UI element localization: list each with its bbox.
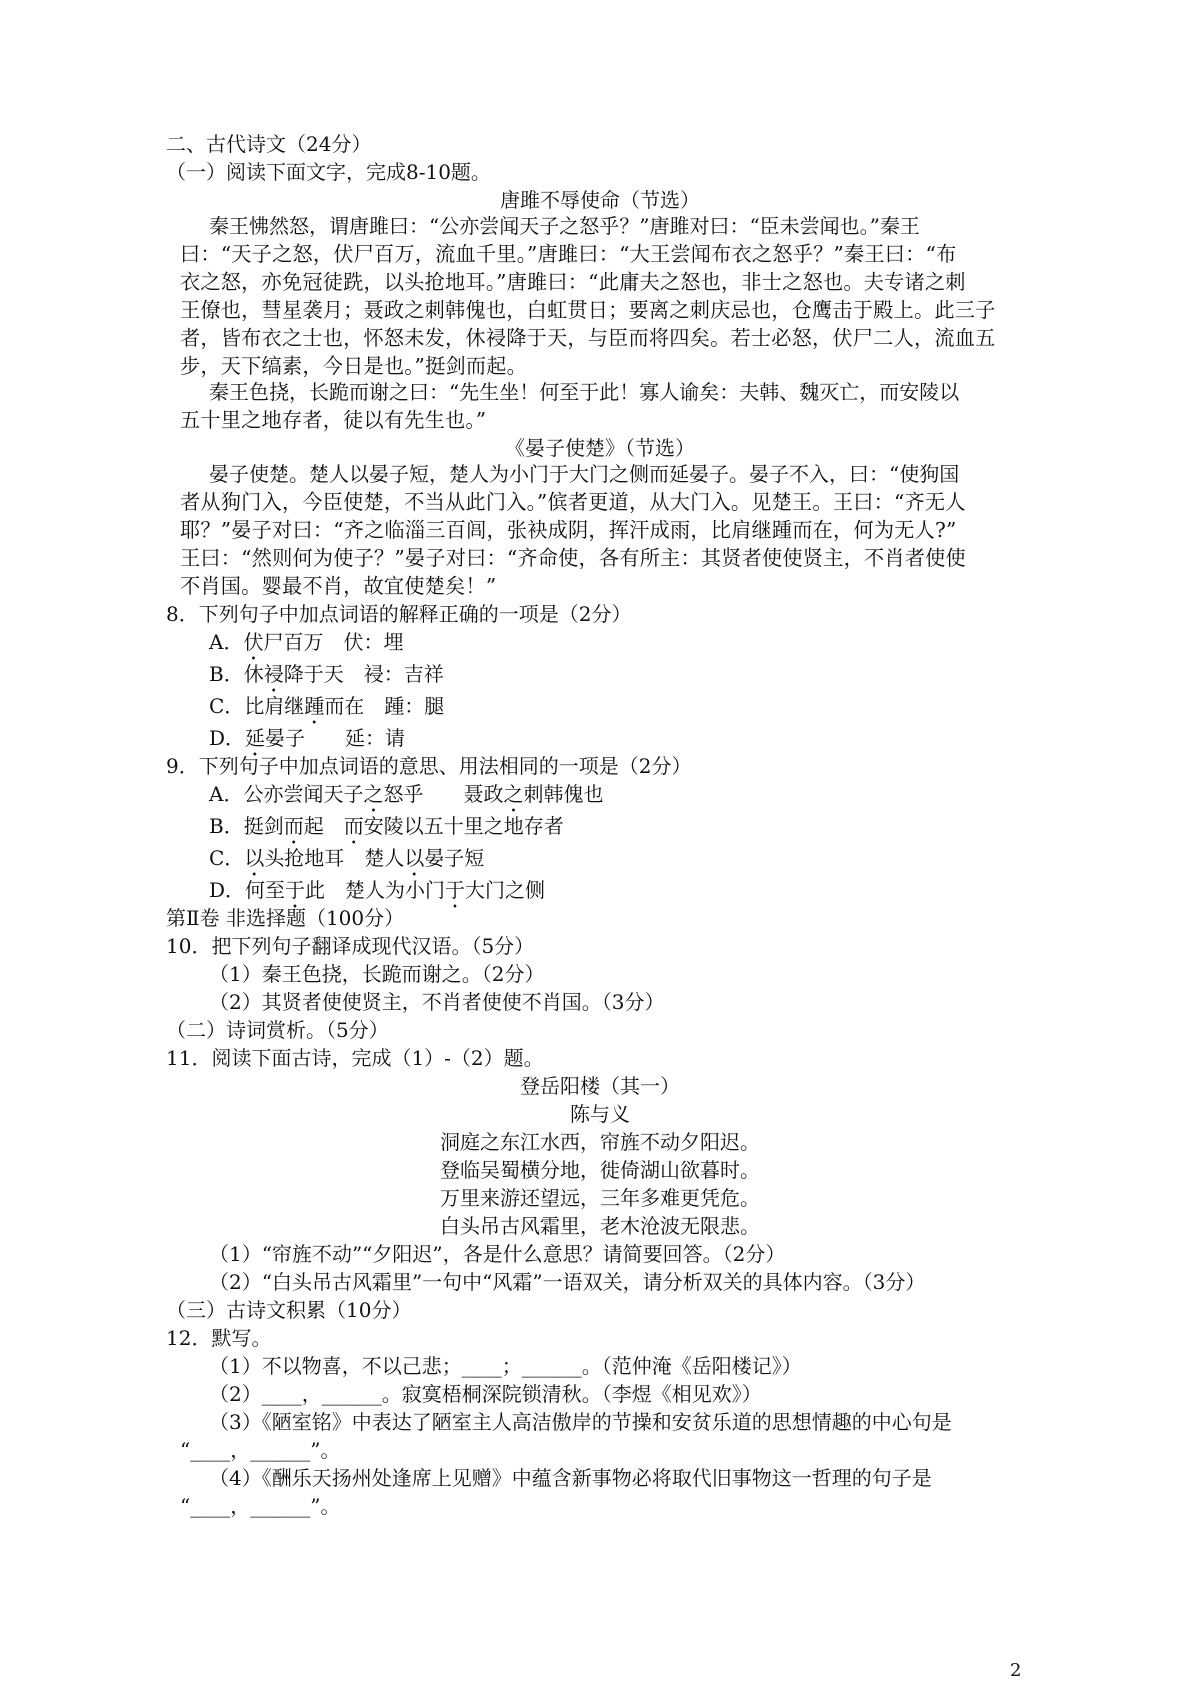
dotted-word: 于 [285, 878, 306, 902]
q10-stem: 10．把下列句子翻译成现代汉语。（5分） [166, 934, 535, 958]
dotted-word: 于 [445, 878, 466, 902]
volume2-heading: 第Ⅱ卷 非选择题（100分） [166, 906, 405, 930]
q12-stem: 12．默写。 [166, 1326, 272, 1350]
q12-item-continued: “____，______”。 [180, 1438, 341, 1462]
poem-line: 洞庭之东江水西，帘旌不动夕阳迟。 [440, 1130, 760, 1154]
text2-line: 晏子使楚。楚人以晏子短，楚人为小门于大门之侧而延晏子。晏子不入，曰：“使狗国 [209, 462, 960, 486]
dotted-word: 祲 [263, 662, 284, 686]
dotted-word: 以 [244, 846, 265, 870]
part2-title: （二）诗词赏析。（5分） [166, 1018, 389, 1042]
text1-line: 王僚也，彗星袭月；聂政之刺韩傀也，白虹贯日；要离之刺庆忌也，仓鹰击于殿上。此三子 [180, 298, 996, 322]
dotted-word: 延 [245, 726, 266, 750]
q8-stem: 8．下列句子中加点词语的解释正确的一项是（2分） [166, 602, 632, 626]
text2-line: 不肖国。婴最不肖，故宜使楚矣！” [180, 574, 497, 598]
text1-line: 步，天下缟素，今日是也。”挺剑而起。 [180, 354, 528, 378]
dotted-word: 而 [283, 814, 304, 838]
text2-title: 《晏子使楚》（节选） [505, 436, 695, 460]
q10-item: （2）其贤者使使贤主，不肖者使使不肖国。（3分） [209, 990, 665, 1014]
poem-line: 万里来游还望远，三年多难更凭危。 [440, 1186, 760, 1210]
q9-option-d: D．何至于此 楚人为小门于大门之侧 [209, 878, 546, 902]
dotted-word: 踵 [304, 694, 325, 718]
dotted-word: 之 [503, 782, 524, 806]
q8-option-a: A．伏尸百万 伏：埋 [209, 630, 404, 654]
text1-line: 衣之怒，亦免冠徒跣，以头抢地耳。”唐雎曰：“此庸夫之怒也，非士之怒也。夫专诸之刺 [180, 270, 966, 294]
section-title: 二、古代诗文（24分） [166, 132, 372, 156]
text1-title: 唐雎不辱使命（节选） [500, 188, 700, 212]
poem-line: 登临吴蜀横分地，徙倚湖山欲暮时。 [440, 1158, 760, 1182]
text1-line: 曰：“天子之怒，伏尸百万，流血千里。”唐雎曰：“大王尝闻布衣之怒乎？”秦王曰：“布 [180, 242, 957, 266]
poem-line: 白头吊古风霜里，老木沧波无限悲。 [440, 1214, 760, 1238]
text2-line: 耶？”晏子对曰：“齐之临淄三百闾，张袂成阴，挥汗成雨，比肩继踵而在，何为无人?” [180, 518, 957, 542]
text1-line: 秦王怫然怒，谓唐雎曰：“公亦尝闻天子之怒乎？”唐雎对曰：“臣未尝闻也。”秦王 [209, 214, 920, 238]
part3-title: （三）古诗文积累（10分） [166, 1298, 412, 1322]
text1-line: 者，皆布衣之士也，怀怒未发，休祲降于天，与臣而将四矣。若士必怒，伏尸二人，流血五 [180, 326, 996, 350]
q11-item: （1）“帘旌不动”“夕阳迟”，各是什么意思？请简要回答。（2分） [209, 1242, 786, 1266]
text1-line: 秦王色挠，长跪而谢之曰：“先生坐！何至于此！寡人谕矣：夫韩、魏灭亡，而安陵以 [209, 380, 960, 404]
q8-option-d: D．延晏子 延：请 [209, 726, 406, 750]
q8-option-b: B．休祲降于天 祲：吉祥 [209, 662, 444, 686]
text1-line: 五十里之地存者，徒以有先生也。” [180, 408, 487, 432]
dotted-word: 而 [343, 814, 364, 838]
q12-item: （4）《酬乐天扬州处逢席上见赠》中蕴含新事物必将取代旧事物这一哲理的句子是 [209, 1466, 932, 1490]
dotted-word: 伏 [243, 630, 264, 654]
dotted-word: 之 [363, 782, 384, 806]
q12-item-continued: “____，______”。 [180, 1494, 341, 1518]
q11-stem: 11．阅读下面古诗，完成（1）-（2）题。 [166, 1046, 544, 1070]
q10-item: （1）秦王色挠，长跪而谢之。（2分） [209, 962, 545, 986]
q12-item: （1）不以物喜，不以己悲；____；______。（范仲淹《岳阳楼记》） [209, 1354, 802, 1378]
text2-line: 者从狗门入，今臣使楚，不当从此门入。”傧者更道，从大门入。见楚王。王曰：“齐无人 [180, 490, 966, 514]
page-number: 2 [1010, 1660, 1022, 1681]
q12-item: （2）____，______。寂寞梧桐深院锁清秋。（李煜《相见欢》） [209, 1382, 762, 1406]
q8-option-c: C．比肩继踵而在 踵：腿 [209, 694, 445, 718]
poem-title: 登岳阳楼（其一） [520, 1074, 680, 1098]
q9-option-a: A．公亦尝闻天子之怒乎 聂政之刺韩傀也 [209, 782, 604, 806]
dotted-word: 以 [404, 846, 425, 870]
q9-option-c: C．以头抢地耳 楚人以晏子短 [209, 846, 485, 870]
q9-stem: 9．下列句子中加点词语的意思、用法相同的一项是（2分） [166, 754, 692, 778]
q11-item: （2）“白头吊古风霜里”一句中“风霜”一语双关，请分析双关的具体内容。（3分） [209, 1270, 926, 1294]
poem-author: 陈与义 [570, 1102, 630, 1126]
q12-item: （3）《陋室铭》中表达了陋室主人高洁傲岸的节操和安贫乐道的思想情趣的中心句是 [209, 1410, 952, 1434]
text2-line: 王曰：“然则何为使子？”晏子对曰：“齐命使，各有所主：其贤者使使贤主，不肖者使使 [180, 546, 966, 570]
part1-instruction: （一）阅读下面文字，完成8-10题。 [166, 160, 491, 184]
q9-option-b: B．挺剑而起 而安陵以五十里之地存者 [209, 814, 564, 838]
